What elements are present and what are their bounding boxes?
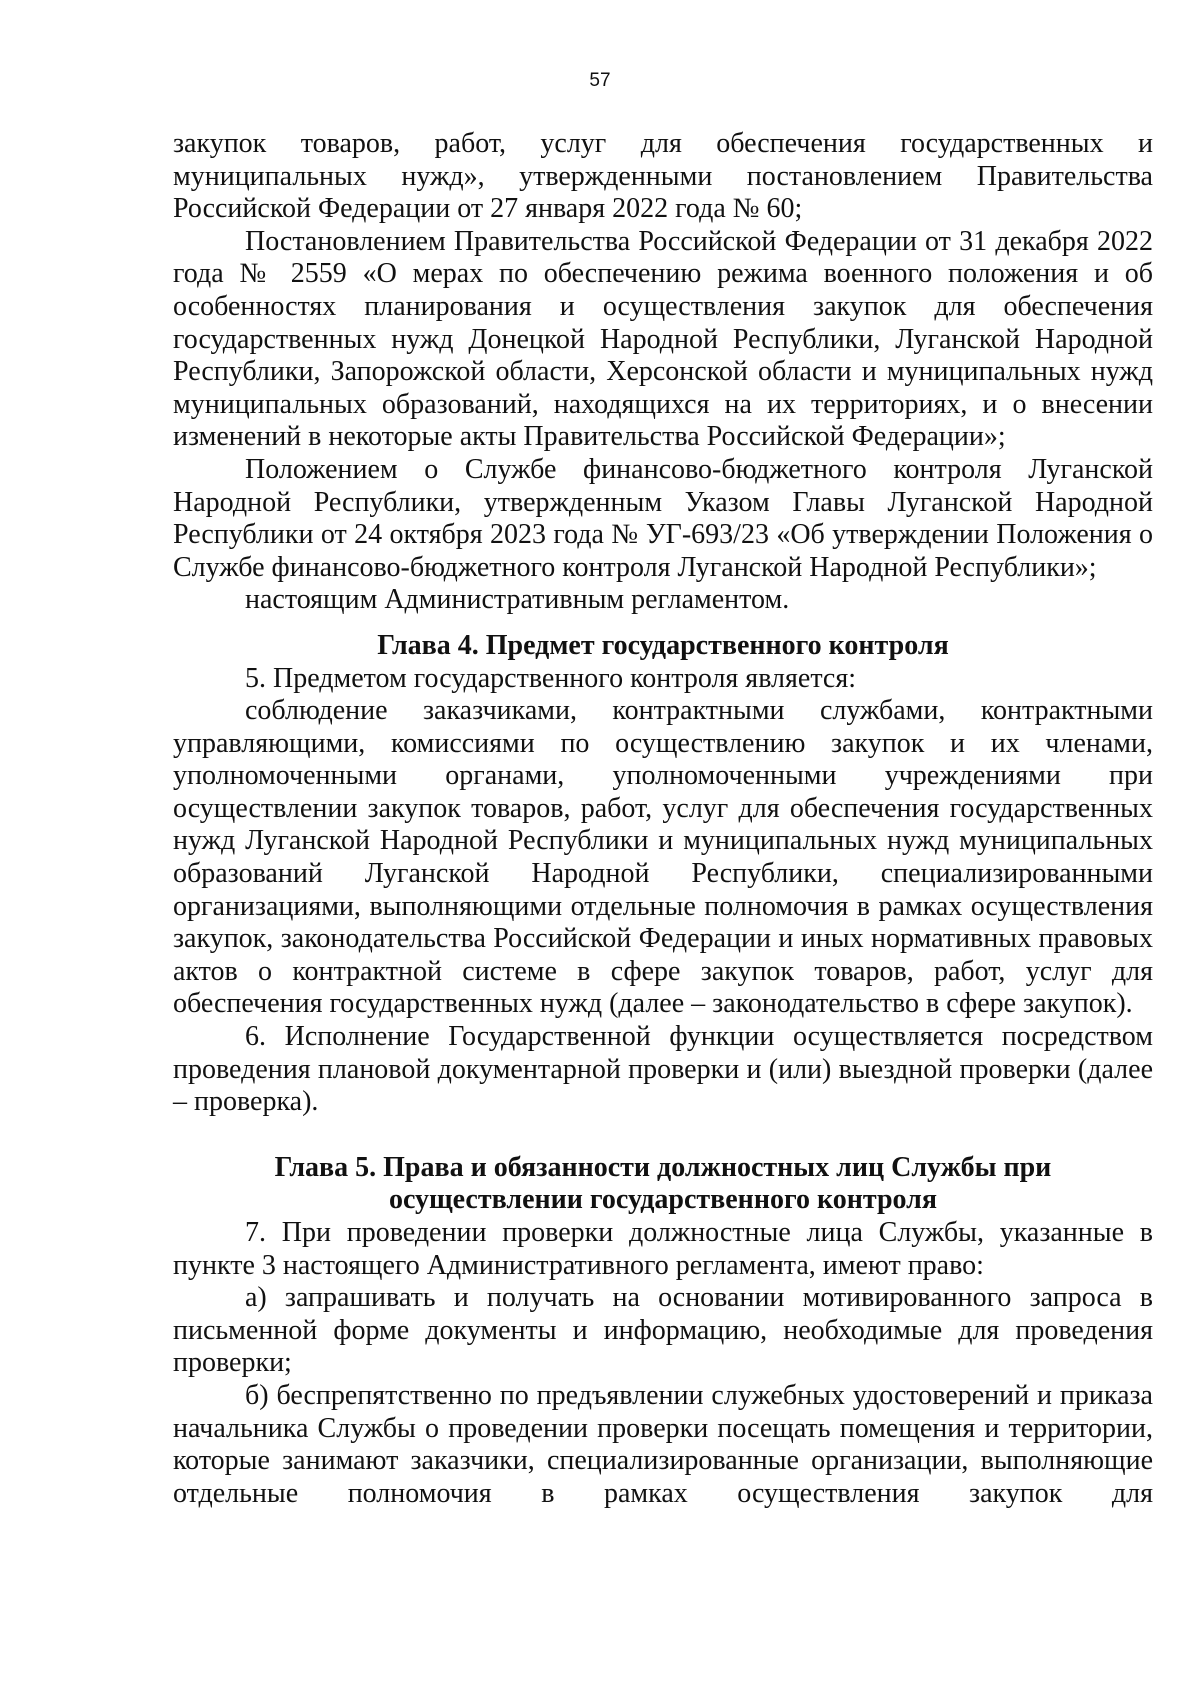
paragraph: 7. При проведении проверки должностные лица Службы, указанные в пункте 3 настоящего Административного регламента, имеют право:: [173, 1217, 1153, 1281]
paragraph: соблюдение заказчиками, контрактными службами, контрактными управляющими, комиссиями по осуществлению закупок и их членами, уполномоченными органами, уполномоченными учреждениями при осуществлении закупок товаров, работ, услуг для обеспечения государственных нужд Луганской Народной Республики и муниципальных нужд муниципальных образований Луганской Народной Республики, специализированными организациями, выполняющими отдельные полномочия в рамках осуществления закупок, законодательства Российской Федерации и иных нормативных правовых актов о контрактной системе в сфере закупок товаров, работ, услуг для обеспечения государственных нужд (далее – законодательство в сфере закупок).: [173, 695, 1153, 1020]
paragraph: 5. Предметом государственного контроля является:: [245, 662, 856, 694]
page-number: 57: [589, 70, 611, 91]
chapter-4-heading: Глава 4. Предмет государственного контроля: [377, 629, 949, 661]
paragraph: б) беспрепятственно по предъявлении служебных удостоверений и приказа начальника Службы о проведении проверки посещать помещения и территории, которые занимают заказчики, специализированные организации, выполняющие отдельные полномочия в рамках осуществления закупок для: [173, 1379, 1153, 1509]
chapter-5-heading: [173, 1152, 1153, 1217]
chapter-5-heading-line-1: Глава 5. Права и обязанности должностных лиц Службы при: [274, 1151, 1052, 1183]
document-body: [173, 128, 1153, 1510]
paragraph: Положением о Службе финансово-бюджетного контроля Луганской Народной Республики, утвержденным Указом Главы Луганской Народной Республики от 24 октября 2023 года № УГ-693/23 «Об утверждении Положения о Службе финансово-бюджетного контроля Луганской Народной Республики»;: [173, 453, 1153, 583]
chapter-5-heading-line-2: осуществлении государственного контроля: [388, 1184, 938, 1216]
paragraph: настоящим Административным регламентом.: [245, 584, 790, 616]
paragraph: а) запрашивать и получать на основании мотивированного запроса в письменной форме документы и информацию, необходимые для проведения проверки;: [173, 1282, 1153, 1379]
paragraph: закупок товаров, работ, услуг для обеспечения государственных и муниципальных нужд», утвержденными постановлением Правительства Российской Федерации от 27 января 2022 года № 60;: [173, 128, 1153, 225]
paragraph: 6. Исполнение Государственной функции осуществляется посредством проведения плановой документарной проверки и (или) выездной проверки (далее – проверка).: [173, 1021, 1153, 1118]
paragraph: Постановлением Правительства Российской Федерации от 31 декабря 2022 года № 2559 «О мерах по обеспечению режима военного положения и об особенностях планирования и осуществления закупок для обеспечения государственных нужд Донецкой Народной Республики, Луганской Народной Республики, Запорожской области, Херсонской области и муниципальных нужд муниципальных образований, находящихся на их территориях, и о внесении изменений в некоторые акты Правительства Российской Федерации»;: [173, 225, 1153, 453]
